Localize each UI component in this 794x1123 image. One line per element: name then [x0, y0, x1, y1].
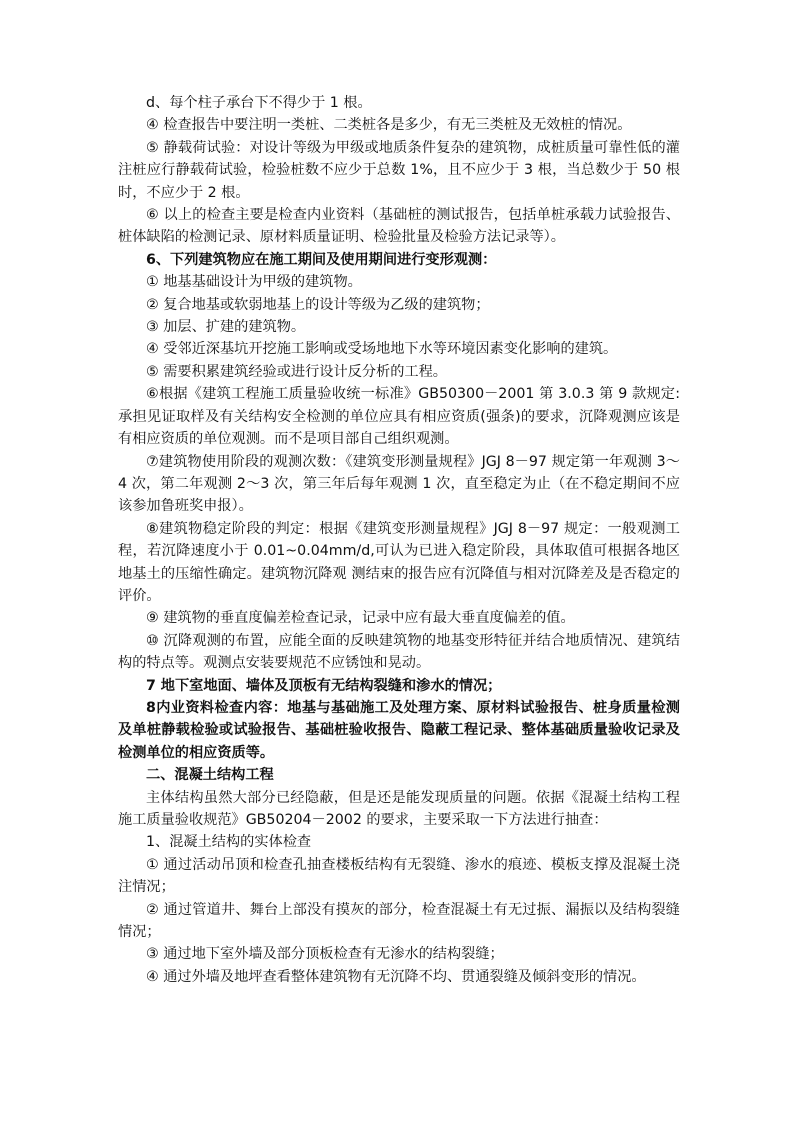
document-page [118, 92, 680, 988]
list-item: ① 通过活动吊顶和检查孔抽查楼板结构有无裂缝、渗水的痕迹、模板支撑及混凝土浇注情况； [118, 856, 680, 896]
paragraph: 主体结构虽然大部分已经隐蔽，但是还是能发现质量的问题。依据《混凝土结构工程施工质量验收规范》GB50204－2002 的要求，主要采取一下方法进行抽查： [118, 789, 680, 828]
list-item: ⑧建筑物稳定阶段的判定：根据《建筑变形测量规程》JGJ 8－97 规定：一般观测工程，若沉降速度小于 0.01~0.04mm/d,可认为已进入稳定阶段，具体取值可根据各地区地基土的压缩性确定。建筑物沉降观 测结束的报告应有沉降值与相对沉降差及是否稳定的评价。 [118, 520, 680, 604]
paragraph: ⑤ 静载荷试验：对设计等级为甲级或地质条件复杂的建筑物，成桩质量可靠性低的灌注桩应行静载荷试验，检验桩数不应少于总数 1%，且不应少于 3 根，当总数少于 50 根时，不应少于 2 根。 [118, 139, 680, 201]
paragraph: d、每个柱子承台下不得少于 1 根。 [146, 95, 372, 111]
subsection-heading: 1、混凝土结构的实体检查 [146, 834, 312, 851]
section-heading: 7 地下室地面、墙体及顶板有无结构裂缝和渗水的情况； [146, 677, 502, 694]
list-item: ⑨ 建筑物的垂直度偏差检查记录，记录中应有最大垂直度偏差的值。 [146, 610, 575, 627]
chapter-heading: 二、混凝土结构工程 [146, 767, 274, 784]
list-item: ⑩ 沉降观测的布置，应能全面的反映建筑物的地基变形特征并结合地质情况、建筑结构的特点等。观测点安装要规范不应锈蚀和晃动。 [118, 632, 680, 672]
section-heading: 8内业资料检查内容：地基与基础施工及处理方案、原材料试验报告、桩身质量检测及单桩静载检验或试验报告、基础桩验收报告、隐蔽工程记录、整体基础质量验收记录及检测单位的相应资质等。 [118, 699, 680, 761]
section-heading: 6、下列建筑物应在施工期间及使用期间进行变形观测： [146, 251, 497, 268]
list-item: ② 复合地基或软弱地基上的设计等级为乙级的建筑物； [146, 296, 490, 313]
list-item: ⑦建筑物使用阶段的观测次数：《建筑变形测量规程》JGJ 8－97 规定第一年观测 3～4 次，第二年观测 2～3 次，第三年后每年观测 1 次，直至稳定为止（在不稳定期间不应该参加鲁班奖申报）。 [118, 453, 680, 515]
paragraph: ④ 检查报告中要注明一类桩、二类桩各是多少，有无三类桩及无效桩的情况。 [146, 117, 632, 134]
list-item: ④ 通过外墙及地坪查看整体建筑物有无沉降不均、贯通裂缝及倾斜变形的情况。 [146, 968, 646, 985]
list-item: ③ 加层、扩建的建筑物。 [146, 319, 306, 336]
paragraph: ⑥ 以上的检查主要是检查内业资料（基础桩的测试报告，包括单桩承载力试验报告、桩体缺陷的检测记录、原材料质量证明、检验批量及检验方法记录等）。 [118, 207, 680, 246]
list-item: ⑤ 需要积累建筑经验或进行设计反分析的工程。 [146, 363, 447, 380]
list-item: ① 地基基础设计为甲级的建筑物。 [146, 274, 362, 291]
list-item: ② 通过管道井、舞台上部没有摸灰的部分，检查混凝土有无过振、漏振以及结构裂缝情况； [118, 901, 680, 941]
list-item: ④ 受邻近深基坑开挖施工影响或受场地地下水等环境因素变化影响的建筑。 [146, 341, 618, 358]
list-item: ⑥根据《建筑工程施工质量验收统一标准》GB50300－2001 第 3.0.3 第 9 款规定:承担见证取样及有关结构安全检测的单位应具有相应资质(强条)的要求，沉降观测应该是有相应资质的单位观测。而不是项目部自己组织观测。 [118, 386, 680, 448]
list-item: ③ 通过地下室外墙及部分顶板检查有无渗水的结构裂缝； [146, 946, 504, 963]
